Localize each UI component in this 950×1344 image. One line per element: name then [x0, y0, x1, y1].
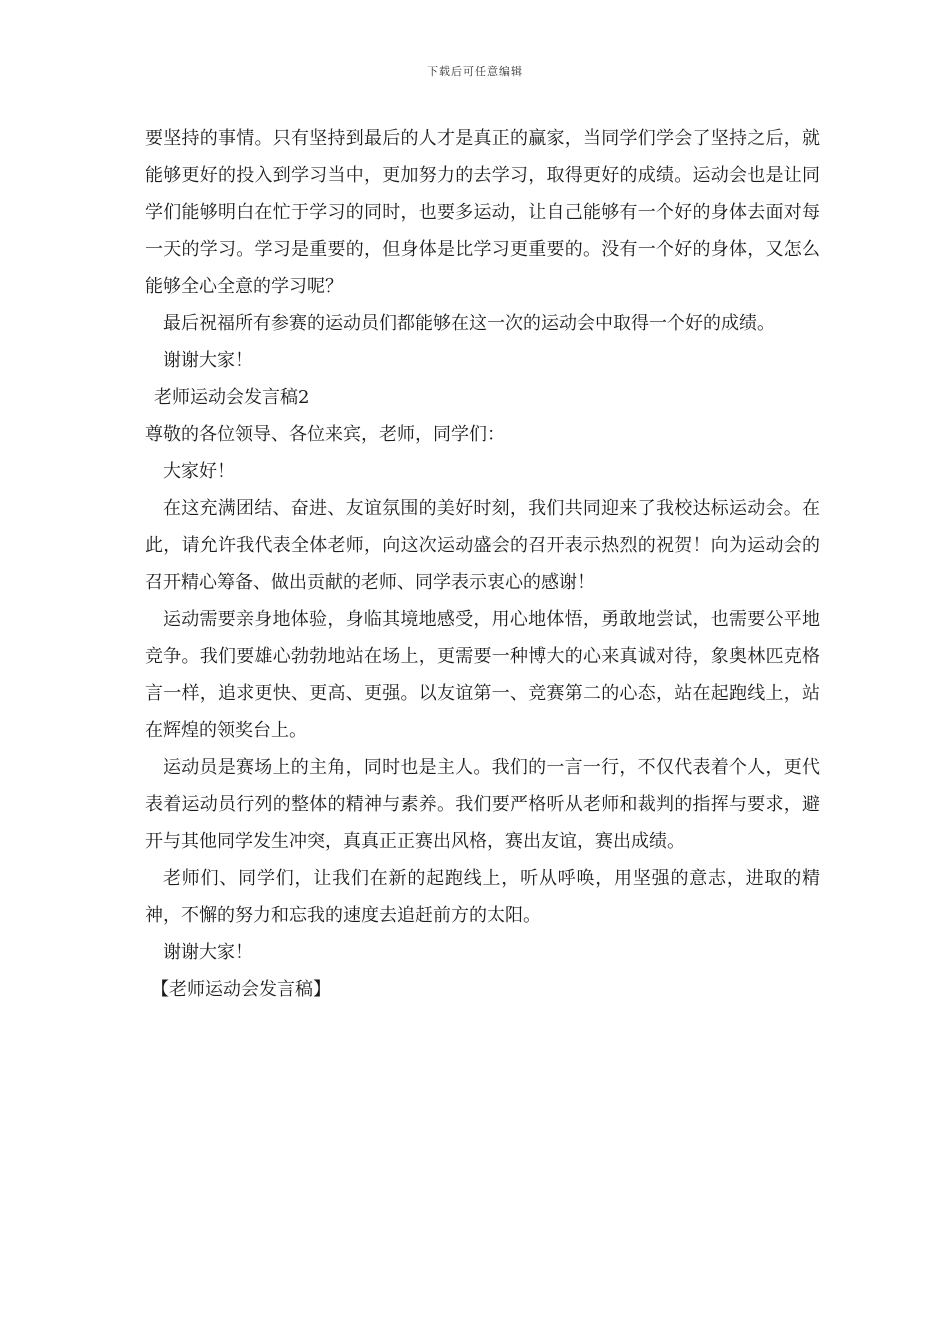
paragraph-athletes: 运动员是赛场上的主角，同时也是主人。我们的一言一行，不仅代表着个人，更代表着运动员行列的整体的精神与素养。我们要严格听从老师和裁判的指挥与要求，避开与其他同学发生冲突，真真正正赛出风格，赛出友谊，赛出成绩。 [145, 757, 820, 852]
paragraph-sportsmanship: 运动需要亲身地体验，身临其境地感受，用心地体悟，勇敢地尝试，也需要公平地竞争。我们要雄心勃勃地站在场上，更需要一种博大的心来真诚对待，象奥林匹克格言一样，追求更快、更高、更强。以友谊第一、竞赛第二的心态，站在起跑线上，站在辉煌的领奖台上。 [145, 609, 820, 741]
salutation: 尊敬的各位领导、各位来宾，老师，同学们： [145, 424, 505, 445]
paragraph-closing-wish: 最后祝福所有参赛的运动员们都能够在这一次的运动会中取得一个好的成绩。 [163, 313, 775, 334]
document-body [145, 120, 820, 1008]
section-title: 老师运动会发言稿2 [154, 387, 310, 408]
paragraph-thanks-final: 谢谢大家！ [163, 942, 253, 963]
document-footer-title: 【老师运动会发言稿】 [151, 979, 331, 1000]
paragraph-thanks: 谢谢大家！ [163, 350, 253, 371]
greeting: 大家好！ [163, 461, 235, 482]
paragraph-continuation: 要坚持的事情。只有坚持到最后的人才是真正的赢家，当同学们学会了坚持之后，就能够更好的投入到学习当中，更加努力的去学习，取得更好的成绩。运动会也是让同学们能够明白在忙于学习的同时，也要多运动，让自己能够有一个好的身体去面对每一天的学习。学习是重要的，但身体是比学习更重要的。没有一个好的身体，又怎么能够全心全意的学习呢？ [145, 128, 820, 297]
paragraph-call-to-action: 老师们、同学们，让我们在新的起跑线上，听从呼唤，用坚强的意志，进取的精神，不懈的努力和忘我的速度去追赶前方的太阳。 [145, 868, 820, 926]
page-header: 下载后可任意编辑 [427, 65, 523, 78]
paragraph-opening: 在这充满团结、奋进、友谊氛围的美好时刻，我们共同迎来了我校达标运动会。在此，请允许我代表全体老师，向这次运动盛会的召开表示热烈的祝贺！向为运动会的召开精心筹备、做出贡献的老师、同学表示衷心的感谢！ [145, 498, 820, 593]
